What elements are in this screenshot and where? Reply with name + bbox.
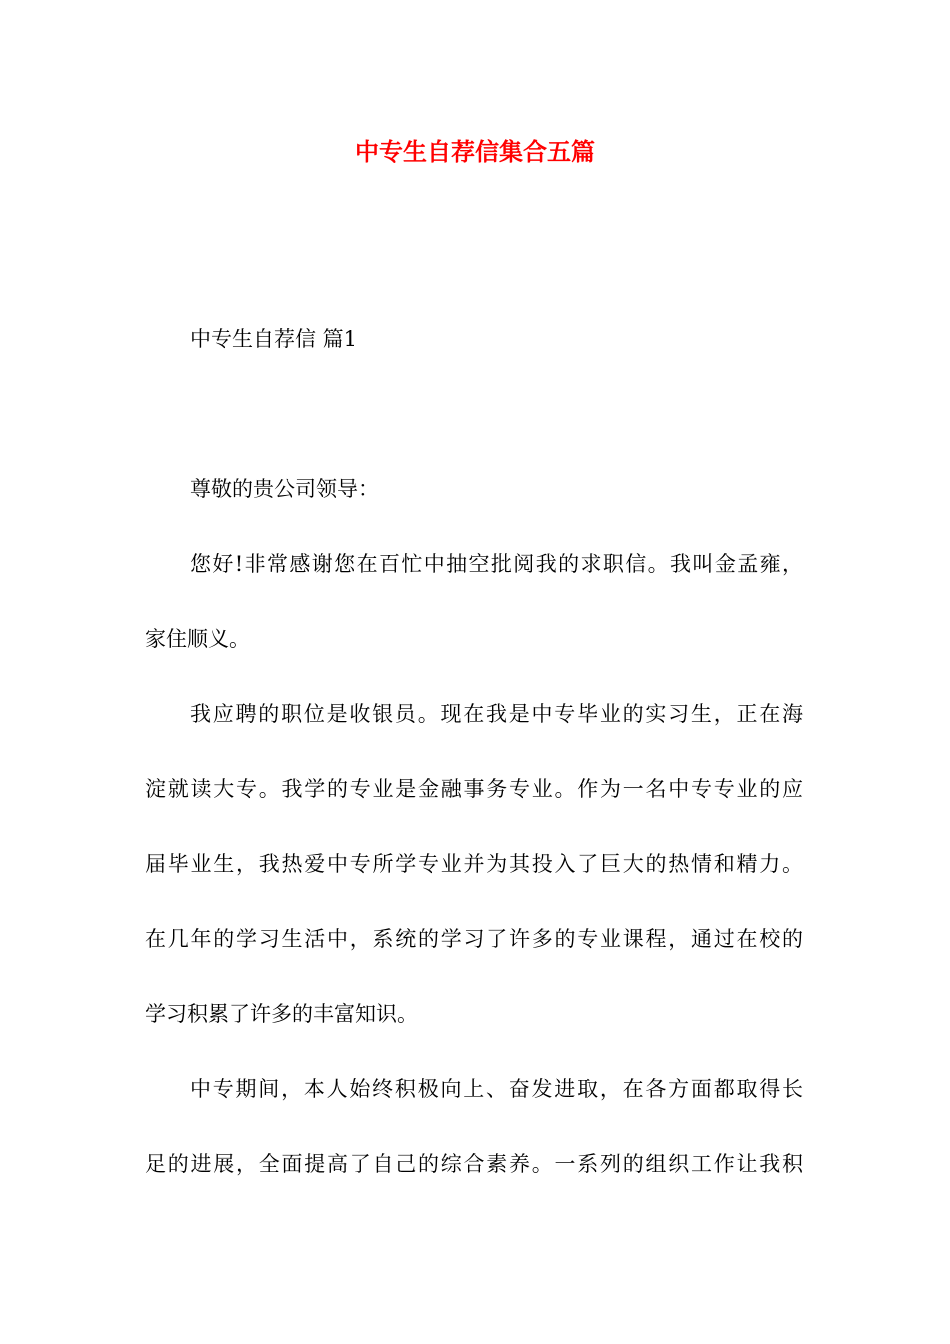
body-line: 学习积累了许多的丰富知识。 (145, 1002, 418, 1026)
body-line: 家住顺义。 (145, 627, 250, 651)
body-line: 在几年的学习生活中，系统的学习了许多的专业课程，通过在校的 (145, 927, 803, 951)
body-line: 届毕业生，我热爱中专所学专业并为其投入了巨大的热情和精力。 (145, 852, 803, 876)
document-title: 中专生自荐信集合五篇 (355, 137, 595, 166)
body-line: 我应聘的职位是收银员。现在我是中专毕业的实习生，正在海 (190, 702, 803, 726)
body-line: 中专期间，本人始终积极向上、奋发进取，在各方面都取得长 (190, 1077, 803, 1101)
section-heading: 中专生自荐信 篇1 (190, 327, 358, 351)
body-line: 您好!非常感谢您在百忙中抽空批阅我的求职信。我叫金孟雍， (190, 552, 803, 576)
body-line: 足的进展，全面提高了自己的综合素养。一系列的组织工作让我积 (145, 1152, 803, 1176)
salutation: 尊敬的贵公司领导： (190, 477, 379, 501)
body-line: 淀就读大专。我学的专业是金融事务专业。作为一名中专专业的应 (145, 777, 803, 801)
